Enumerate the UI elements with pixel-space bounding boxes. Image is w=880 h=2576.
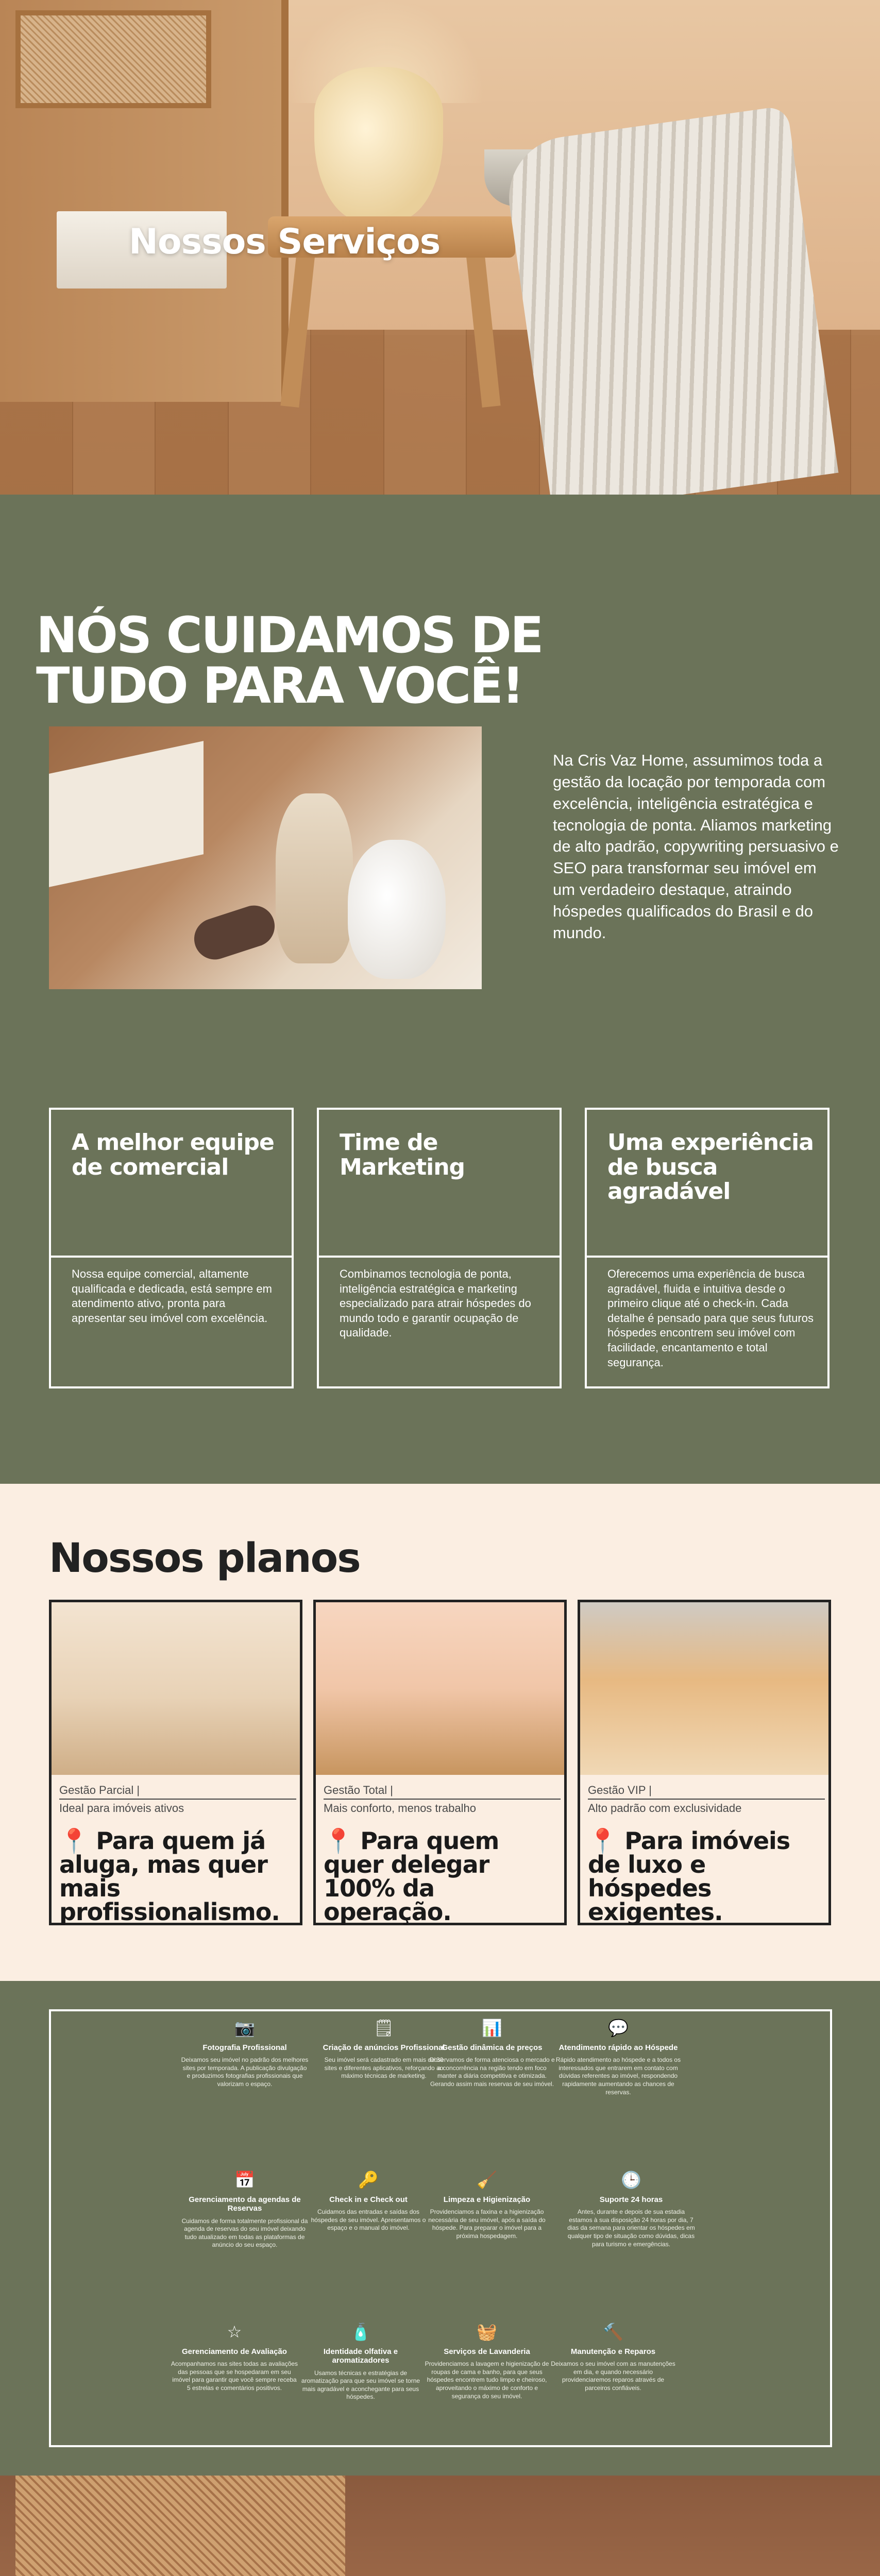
key-icon: 🔑: [358, 2171, 379, 2189]
service-title: Gerenciamento da agendas de Reservas: [189, 2195, 301, 2213]
service-title: Suporte 24 horas: [599, 2195, 663, 2204]
feature-card-divider: [51, 1256, 292, 1258]
service-photography: [180, 2020, 309, 2089]
service-guest-support: [554, 2020, 683, 2096]
hero-title: Nossos Serviços: [129, 222, 441, 262]
service-text: Cuidamos das entradas e saídas dos hóspedes de seu imóvel. Apresentamos o espaço e o manual do imóvel.: [311, 2208, 426, 2232]
plan-name: Gestão VIP |: [588, 1784, 652, 1797]
plan-label: [59, 1783, 296, 1817]
service-24h-support: [567, 2172, 696, 2248]
plan-subtitle: Alto padrão com exclusividade: [588, 1799, 825, 1817]
feature-card-text: Combinamos tecnologia de ponta, inteligência estratégica e marketing especializado para atrair hóspedes do mundo todo e garantir ocupação de qualidade.: [340, 1267, 531, 1340]
chart-icon: 📊: [482, 2019, 502, 2037]
service-cleaning: [422, 2172, 551, 2241]
about-photo-sculpture: [189, 900, 280, 965]
feature-card-title: Time de Marketing: [340, 1129, 465, 1180]
service-text: Antes, durante e depois de sua estadia estamos à sua disposição 24 horas por dia, 7 dias da semana para orientar os hóspedes em qualquer tipo de situação como dúvidas, dicas para turismo e emergências.: [567, 2208, 695, 2248]
service-laundry: [422, 2324, 551, 2400]
about-headline: NÓS CUIDAMOS DE TUDO PARA VOCÊ!: [36, 606, 543, 715]
chat-icon: 💬: [608, 2019, 629, 2037]
service-title: Criação de anúncios Profissional: [323, 2043, 445, 2052]
service-maintenance: [549, 2324, 678, 2393]
laundry-icon: 🧺: [477, 2323, 497, 2341]
plan-subtitle: Ideal para imóveis ativos: [59, 1799, 296, 1817]
plan-headline-text: Para imóveis de luxo e hóspedes exigentes.: [588, 1827, 790, 1926]
service-title: Serviços de Lavanderia: [444, 2347, 530, 2356]
service-text: Acompanhamos nas sites todas as avaliações das pessoas que se hospedaram em seu imóvel para garantir que você sempre receba 5 estrelas e comentários positivos.: [171, 2360, 298, 2392]
service-bookings: [180, 2172, 309, 2249]
hero-blanket: [501, 106, 839, 495]
plan-image: [316, 1602, 564, 1775]
service-title: Gerenciamento de Avaliação: [182, 2347, 287, 2356]
plan-name: Gestão Total |: [324, 1784, 393, 1797]
service-title: Limpeza e Higienização: [443, 2195, 531, 2204]
feature-card-text: Nossa equipe comercial, altamente qualificada e dedicada, está sempre em atendimento ativo, pronta para apresentar seu imóvel com excelência.: [72, 1267, 272, 1325]
about-photo-vase: [348, 840, 446, 979]
plan-card-vip[interactable]: [578, 1600, 831, 1925]
service-title: Atendimento rápido ao Hóspede: [559, 2043, 678, 2052]
service-text: Observamos de forma atenciosa o mercado e a concorrência na região tendo em foco manter a diária competitiva e otimizada. Gerando assim mais reservas de seu imóvel.: [429, 2056, 555, 2088]
service-title: Check in e Check out: [329, 2195, 408, 2204]
feature-card-title: A melhor equipe de comercial: [72, 1129, 274, 1180]
service-title: Manutenção e Reparos: [570, 2347, 656, 2356]
bottle-icon: 🧴: [350, 2323, 371, 2341]
service-checkin: [304, 2172, 433, 2232]
service-title: Identidade olfativa e aromatizadores: [323, 2347, 398, 2365]
closing-section: [0, 2476, 880, 2576]
plan-headline-text: Para quem quer delegar 100% da operação.: [324, 1827, 499, 1926]
plan-image: [52, 1602, 300, 1775]
hero-section: [0, 0, 880, 495]
pin-icon: 📍: [324, 1827, 353, 1855]
service-text: Deixamos seu imóvel no padrão dos melhores sites por temporada. A publicação divulgação e produzimos fotografias profissionais que valorizam o espaço.: [181, 2056, 309, 2088]
star-icon: ☆: [227, 2323, 242, 2341]
service-text: Cuidamos de forma totalmente profissional da agenda de reservas do seu imóvel deixando tudo atualizado em todas as plataformas de anúncio do seu espaço.: [181, 2217, 308, 2249]
service-text: Deixamos o seu imóvel com as manutenções em dia, e quando necessário providenciaremos reparos através de parceiros confiáveis.: [551, 2360, 675, 2392]
feature-card-title: Uma experiência de busca agradável: [607, 1129, 814, 1205]
about-photo: [49, 726, 482, 989]
feature-card-search-experience: [585, 1108, 830, 1388]
plan-label: [588, 1783, 825, 1817]
calendar-icon: 📅: [234, 2171, 255, 2189]
service-text: Rápido atendimento ao hóspede e a todos os interessados que entrarem em contato com dúvidas referentes ao imóvel, respondendo rapidamente aumentando as chances de reservas.: [555, 2056, 681, 2096]
plans-section: [0, 1484, 880, 1981]
plan-headline-text: Para quem já aluga, mas quer mais profissionalismo.: [59, 1827, 280, 1926]
hero-rattan-door: [15, 10, 211, 108]
about-photo-vase: [276, 793, 353, 963]
plan-headline: [59, 1829, 296, 1924]
about-description: Na Cris Vaz Home, assumimos toda a gestão da locação por temporada com excelência, inteligência estratégica e tecnologia de ponta. Aliamos marketing de alto padrão, copywriting persuasivo e SEO para transformar seu imóvel em um verdadeiro destaque, atraindo hóspedes qualificados do Brasil e do mundo.: [553, 751, 839, 942]
service-title: Gestão dinâmica de preços: [442, 2043, 543, 2052]
plan-subtitle: Mais conforto, menos trabalho: [324, 1799, 561, 1817]
hero-vase: [314, 67, 443, 222]
feature-card-commercial: [49, 1108, 294, 1388]
broom-icon: 🧹: [477, 2171, 497, 2189]
service-reviews: [170, 2324, 299, 2393]
service-text: Seu imóvel será cadastrado em mais de 30 sites e diferentes aplicativos, reforçando ao máximo técnicas de marketing.: [324, 2056, 444, 2080]
pin-icon: 📍: [59, 1827, 89, 1855]
pin-icon: 📍: [588, 1827, 617, 1855]
about-section: [0, 495, 880, 1484]
services-section: [0, 1981, 880, 2476]
hammer-icon: 🔨: [603, 2323, 623, 2341]
service-text: Providenciamos a lavagem e higienização de roupas de cama e banho, para que seus hóspedes encontrem tudo limpo e cheiroso, aproveitando o máximo de conforto e segurança do seu imóvel.: [425, 2360, 549, 2400]
plan-card-partial[interactable]: [49, 1600, 302, 1925]
feature-card-divider: [587, 1256, 827, 1258]
closing-rattan-lamp: [15, 2476, 345, 2576]
feature-card-divider: [319, 1256, 560, 1258]
plan-headline: [324, 1829, 561, 1924]
service-title: Fotografia Profissional: [202, 2043, 287, 2052]
about-photo-book: [49, 741, 204, 887]
plan-name: Gestão Parcial |: [59, 1784, 140, 1797]
listing-icon: 🗒: [373, 2019, 395, 2037]
plan-card-total[interactable]: [313, 1600, 567, 1925]
service-text: Providenciamos a faxina e a higienização necessária de seu imóvel, após a saída do hóspede. Para preparar o imóvel para a próxima hospedagem.: [428, 2208, 546, 2240]
plan-headline: [588, 1829, 825, 1924]
feature-card-text: Oferecemos uma experiência de busca agradável, fluida e intuitiva desde o primeiro clique até o check-in. Cada detalhe é pensado para que seus futuros hóspedes encontrem seu imóvel com facilidade, encantamento e total segurança.: [607, 1267, 814, 1369]
plans-title: Nossos planos: [49, 1535, 360, 1582]
plan-image: [580, 1602, 828, 1775]
camera-icon: 📷: [234, 2019, 255, 2037]
feature-card-marketing: [317, 1108, 562, 1388]
service-aroma: [296, 2324, 425, 2401]
plan-label: [324, 1783, 561, 1817]
service-pricing: [428, 2020, 556, 2089]
service-text: Usamos técnicas e estratégias de aromatização para que seu imóvel se torne mais agradável e aconchegante para seus hóspedes.: [301, 2369, 420, 2401]
clock-icon: 🕒: [621, 2171, 641, 2189]
